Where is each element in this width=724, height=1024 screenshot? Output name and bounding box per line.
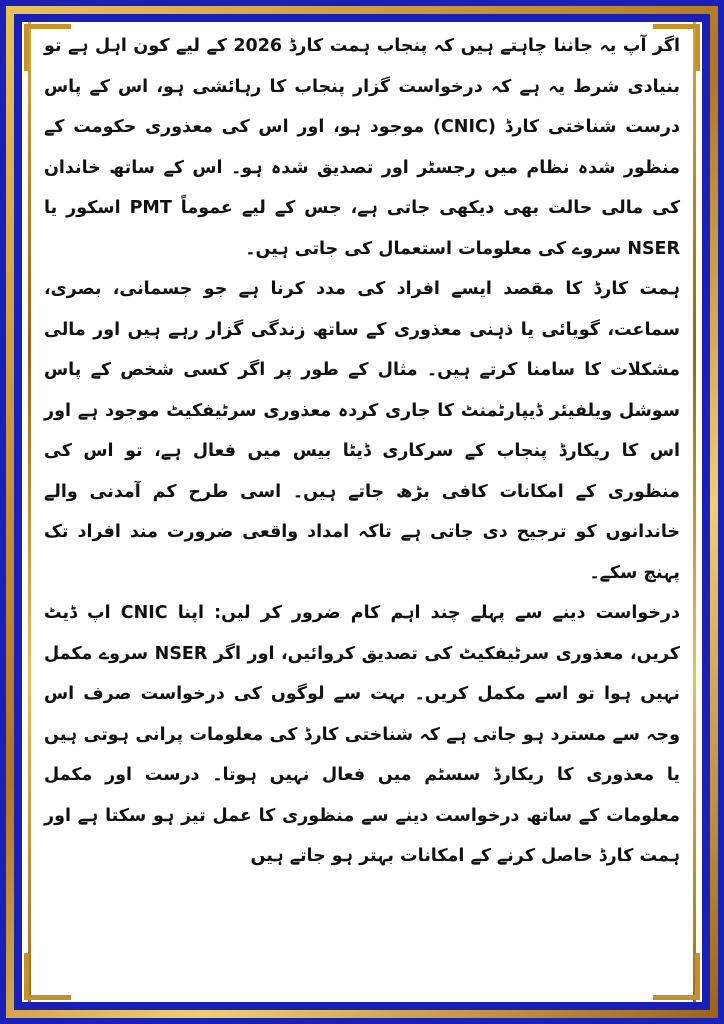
- paragraph-eligibility: اگر آپ یہ جاننا چاہتے ہیں کہ پنجاب ہمت کارڈ 2026 کے لیے کون اہل ہے تو بنیادی شرط یہ ہے کہ درخواست گزار پنجاب کا رہائشی ہو، اس کے پاس درست شناختی کارڈ (CNIC) موجود ہو، اور اس کی معذوری حکومت کے منظور شدہ نظام میں رجسٹر اور تصدیق شدہ ہو۔ اس کے ساتھ خاندان کی مالی حالت بھی دیکھی جاتی ہے، جس کے لیے عموماً PMT اسکور یا NSER سروے کی معلومات استعمال کی جاتی ہیں۔: [44, 36, 681, 259]
- paragraph-preparation: درخواست دینے سے پہلے چند اہم کام ضرور کر لیں: اپنا CNIC اپ ڈیٹ کریں، معذوری سرٹیفکیٹ کی تصدیق کروائیں، اور اگر NSER سروے مکمل نہیں ہوا تو اسے مکمل کریں۔ بہت سے لوگوں کی درخواست صرف اس وجہ سے مسترد ہو جاتی ہے کہ شناختی کارڈ کی معلومات پرانی ہوتی ہیں یا معذوری کا ریکارڈ سسٹم میں فعال نہیں ہوتا۔ درست اور مکمل معلومات کے ساتھ درخواست دینے سے منظوری کا عمل تیز ہو سکتا ہے اور ہمت کارڈ حاصل کرنے کے امکانات بہتر ہو جاتے ہیں: [44, 603, 680, 866]
- paragraph-purpose: ہمت کارڈ کا مقصد ایسے افراد کی مدد کرنا ہے جو جسمانی، بصری، سماعت، گویائی یا ذہنی معذوری کے ساتھ زندگی گزار رہے ہیں اور مالی مشکلات کا سامنا کرتے ہیں۔ مثال کے طور پر اگر کسی شخص کے پاس سوشل ویلفیئر ڈیپارٹمنٹ کا جاری کردہ معذوری سرٹیفکیٹ موجود ہے اور اس کا ریکارڈ پنجاب کے سرکاری ڈیٹا بیس میں فعال ہے، تو اس کی منظوری کے امکانات کافی بڑھ جاتے ہیں۔ اسی طرح کم آمدنی والے خاندانوں کو ترجیح دی جاتی ہے تاکہ امداد واقعی ضرورت مند افراد تک پہنچ سکے۔: [44, 279, 680, 583]
- left-gold-rule: [28, 22, 31, 1002]
- right-gold-rule: [693, 22, 696, 1002]
- document-page: [22, 22, 702, 1002]
- corner-ornament-bottom-right: [653, 953, 700, 1000]
- article-body: [44, 26, 680, 877]
- corner-ornament-bottom-left: [24, 953, 71, 1000]
